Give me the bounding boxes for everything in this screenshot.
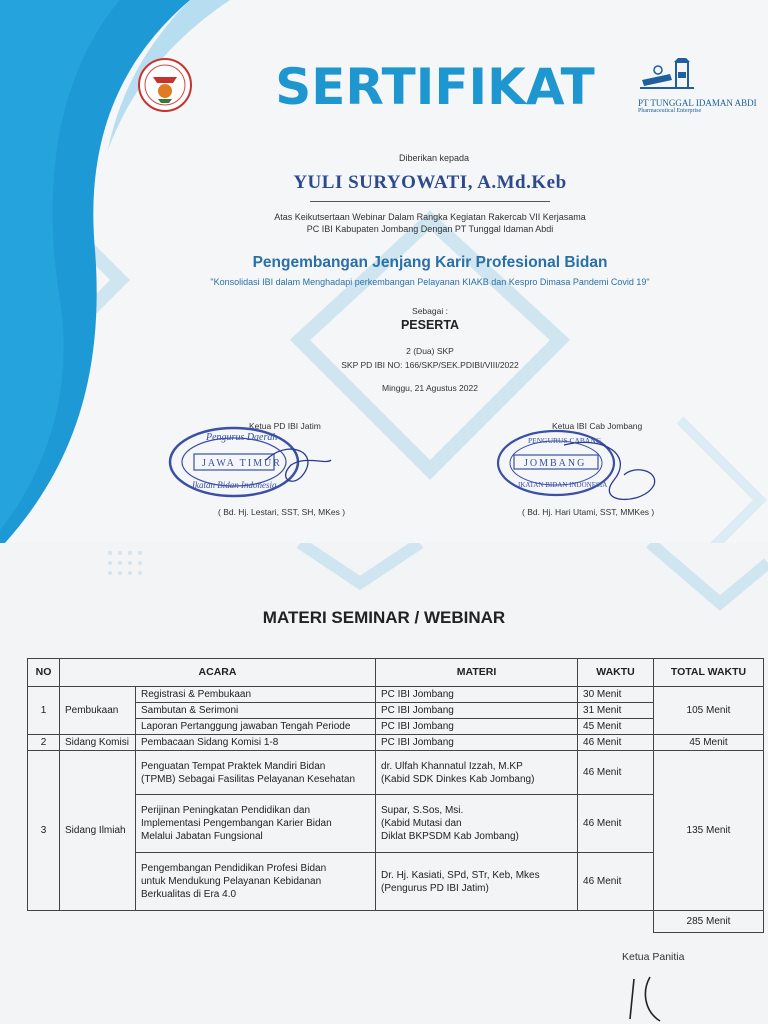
- materi-line: Diklat BKPSDM Kab Jombang): [381, 831, 519, 842]
- acara-line: (TPMB) Sebagai Fasilitas Pelayanan Kesehatan: [141, 773, 356, 785]
- grand-total-row: [28, 911, 764, 933]
- session-no: 1: [28, 687, 60, 735]
- materi-line: Supar, S.Sos, Msi.: [381, 805, 464, 816]
- materi-cell: [376, 751, 578, 795]
- stamp-2-top-text: PENGURUS CABANG: [528, 436, 602, 445]
- table-row: [28, 735, 764, 751]
- total-waktu-cell: 135 Menit: [654, 751, 764, 911]
- description-line-1: Atas Keikutsertaan Webinar Dalam Rangka Kegiatan Rakercab VII Kerjasama: [274, 212, 586, 222]
- session-no: 3: [28, 751, 60, 911]
- acara-cell: Sambutan & Serimoni: [136, 703, 376, 719]
- waktu-cell: 46 Menit: [578, 751, 654, 795]
- participant-role: PESERTA: [400, 318, 460, 332]
- waktu-cell: 31 Menit: [578, 703, 654, 719]
- materi-cell: PC IBI Jombang: [376, 703, 578, 719]
- webinar-subtheme: "Konsolidasi IBI dalam Menghadapi perkembangan Pelayanan KIAKB dan Kespro Dimasa Pandemi Covid 19": [210, 277, 650, 287]
- waktu-cell: 46 Menit: [578, 735, 654, 751]
- materi-line: (Kabid SDK Dinkes Kab Jombang): [381, 773, 535, 785]
- skp-number: SKP PD IBI NO: 166/SKP/SEK.PDIBI/VIII/2022: [341, 360, 519, 370]
- seminar-title: MATERI SEMINAR / WEBINAR: [262, 608, 506, 627]
- materi-cell: PC IBI Jombang: [376, 719, 578, 735]
- acara-line: Berkualitas di Era 4.0: [141, 889, 237, 900]
- as-label: Sebagai :: [412, 306, 448, 316]
- sponsor-name: PT TUNGGAL IDAMAN ABDI: [638, 98, 757, 108]
- seminar-table: [27, 658, 764, 933]
- stamp-2-bottom-text: IKATAN BIDAN INDONESIA: [518, 481, 608, 489]
- signatory-2-role: Ketua IBI Cab Jombang: [552, 421, 643, 431]
- webinar-theme: Pengembangan Jenjang Karir Profesional Bidan: [252, 254, 608, 271]
- stamp-ibi-cab-jombang: [494, 425, 664, 505]
- stamp-pd-ibi-jatim: [166, 420, 336, 500]
- description-line-2: PC IBI Kabupaten Jombang Dengan PT Tunggal Idaman Abdi: [306, 224, 554, 234]
- acara-cell: [136, 853, 376, 911]
- signatory-1-role: Ketua PD IBI Jatim: [249, 421, 321, 431]
- acara-cell: Registrasi & Pembukaan: [136, 687, 376, 703]
- skp-value: 2 (Dua) SKP: [406, 346, 454, 356]
- ibi-logo: [133, 55, 197, 115]
- acara-cell: [136, 795, 376, 853]
- acara-line: Pengembangan Pendidikan Profesi Bidan: [141, 863, 327, 874]
- stamp-2-middle-text: JOMBANG: [524, 458, 587, 469]
- total-waktu-cell: 105 Menit: [654, 687, 764, 735]
- waktu-cell: 46 Menit: [578, 795, 654, 853]
- acara-cell: [136, 751, 376, 795]
- table-row: [28, 703, 764, 719]
- header-waktu: WAKTU: [578, 659, 654, 687]
- acara-line: Penguatan Tempat Praktek Mandiri Bidan: [141, 760, 326, 772]
- acara-line: Melalui Jabatan Fungsional: [141, 831, 263, 842]
- table-row: [28, 751, 764, 795]
- session-name: Sidang Komisi: [60, 735, 136, 751]
- acara-line: untuk Mendukung Pelayanan Kebidanan: [141, 876, 322, 887]
- seminar-background-decoration: [0, 543, 768, 643]
- materi-line: (Pengurus PD IBI Jatim): [381, 882, 489, 894]
- waktu-cell: 30 Menit: [578, 687, 654, 703]
- session-no: 2: [28, 735, 60, 751]
- waktu-cell: 45 Menit: [578, 719, 654, 735]
- materi-cell: [376, 795, 578, 853]
- given-to-label: Diberikan kepada: [398, 153, 470, 163]
- session-name: Pembukaan: [60, 687, 136, 735]
- waktu-cell: 46 Menit: [578, 853, 654, 911]
- table-row: [28, 853, 764, 911]
- materi-line: Dr. Hj. Kasiati, SPd, STr, Keb, Mkes: [381, 869, 540, 881]
- certificate-description: [230, 211, 630, 235]
- table-header-row: [28, 659, 764, 687]
- signatory-1-name: ( Bd. Hj. Lestari, SST, SH, MKes ): [218, 507, 346, 517]
- table-row: [28, 687, 764, 703]
- header-materi: MATERI: [376, 659, 578, 687]
- materi-cell: PC IBI Jombang: [376, 735, 578, 751]
- header-no: NO: [28, 659, 60, 687]
- materi-cell: [376, 853, 578, 911]
- header-acara: ACARA: [60, 659, 376, 687]
- committee-chair-label: Ketua Panitia: [622, 951, 685, 963]
- table-row: [28, 719, 764, 735]
- acara-cell: Pembacaan Sidang Komisi 1-8: [136, 735, 376, 751]
- pharmacy-emblem-icon: [638, 58, 698, 96]
- recipient-name: YULI SURYOWATI, A.Md.Keb: [293, 172, 567, 193]
- total-waktu-cell: 45 Menit: [654, 735, 764, 751]
- materi-line: dr. Ulfah Khannatul Izzah, M.KP: [381, 760, 523, 772]
- signatory-2-name: ( Bd. Hj. Hari Utami, SST, MMKes ): [522, 507, 655, 517]
- sponsor-logo: [638, 58, 757, 120]
- acara-cell: Laporan Pertanggung jawaban Tengah Periode: [136, 719, 376, 735]
- materi-cell: PC IBI Jombang: [376, 687, 578, 703]
- acara-line: Implementasi Pengembangan Karier Bidan: [141, 818, 332, 829]
- acara-line: Perijinan Peningkatan Pendidikan dan: [141, 805, 311, 816]
- committee-signature: [620, 971, 680, 1024]
- header-total-waktu: TOTAL WAKTU: [654, 659, 764, 687]
- stamp-1-middle-text: JAWA TIMUR: [202, 458, 282, 469]
- stamp-1-top-text: Pengurus Daerah: [206, 432, 278, 443]
- table-row: [28, 795, 764, 853]
- name-underline: [310, 201, 550, 202]
- session-name: Sidang Ilmiah: [60, 751, 136, 911]
- materi-line: (Kabid Mutasi dan: [381, 818, 462, 829]
- certificate-date: Minggu, 21 Agustus 2022: [382, 383, 478, 393]
- sponsor-subtitle: Pharmaceutical Enterprise: [638, 108, 702, 114]
- seminar-page: [0, 543, 768, 1024]
- stamp-1-bottom-text: Ikatan Bidan Indonesia: [192, 480, 277, 490]
- grand-total-cell: 285 Menit: [654, 911, 764, 933]
- certificate-title: SERTIFIKAT: [275, 58, 595, 116]
